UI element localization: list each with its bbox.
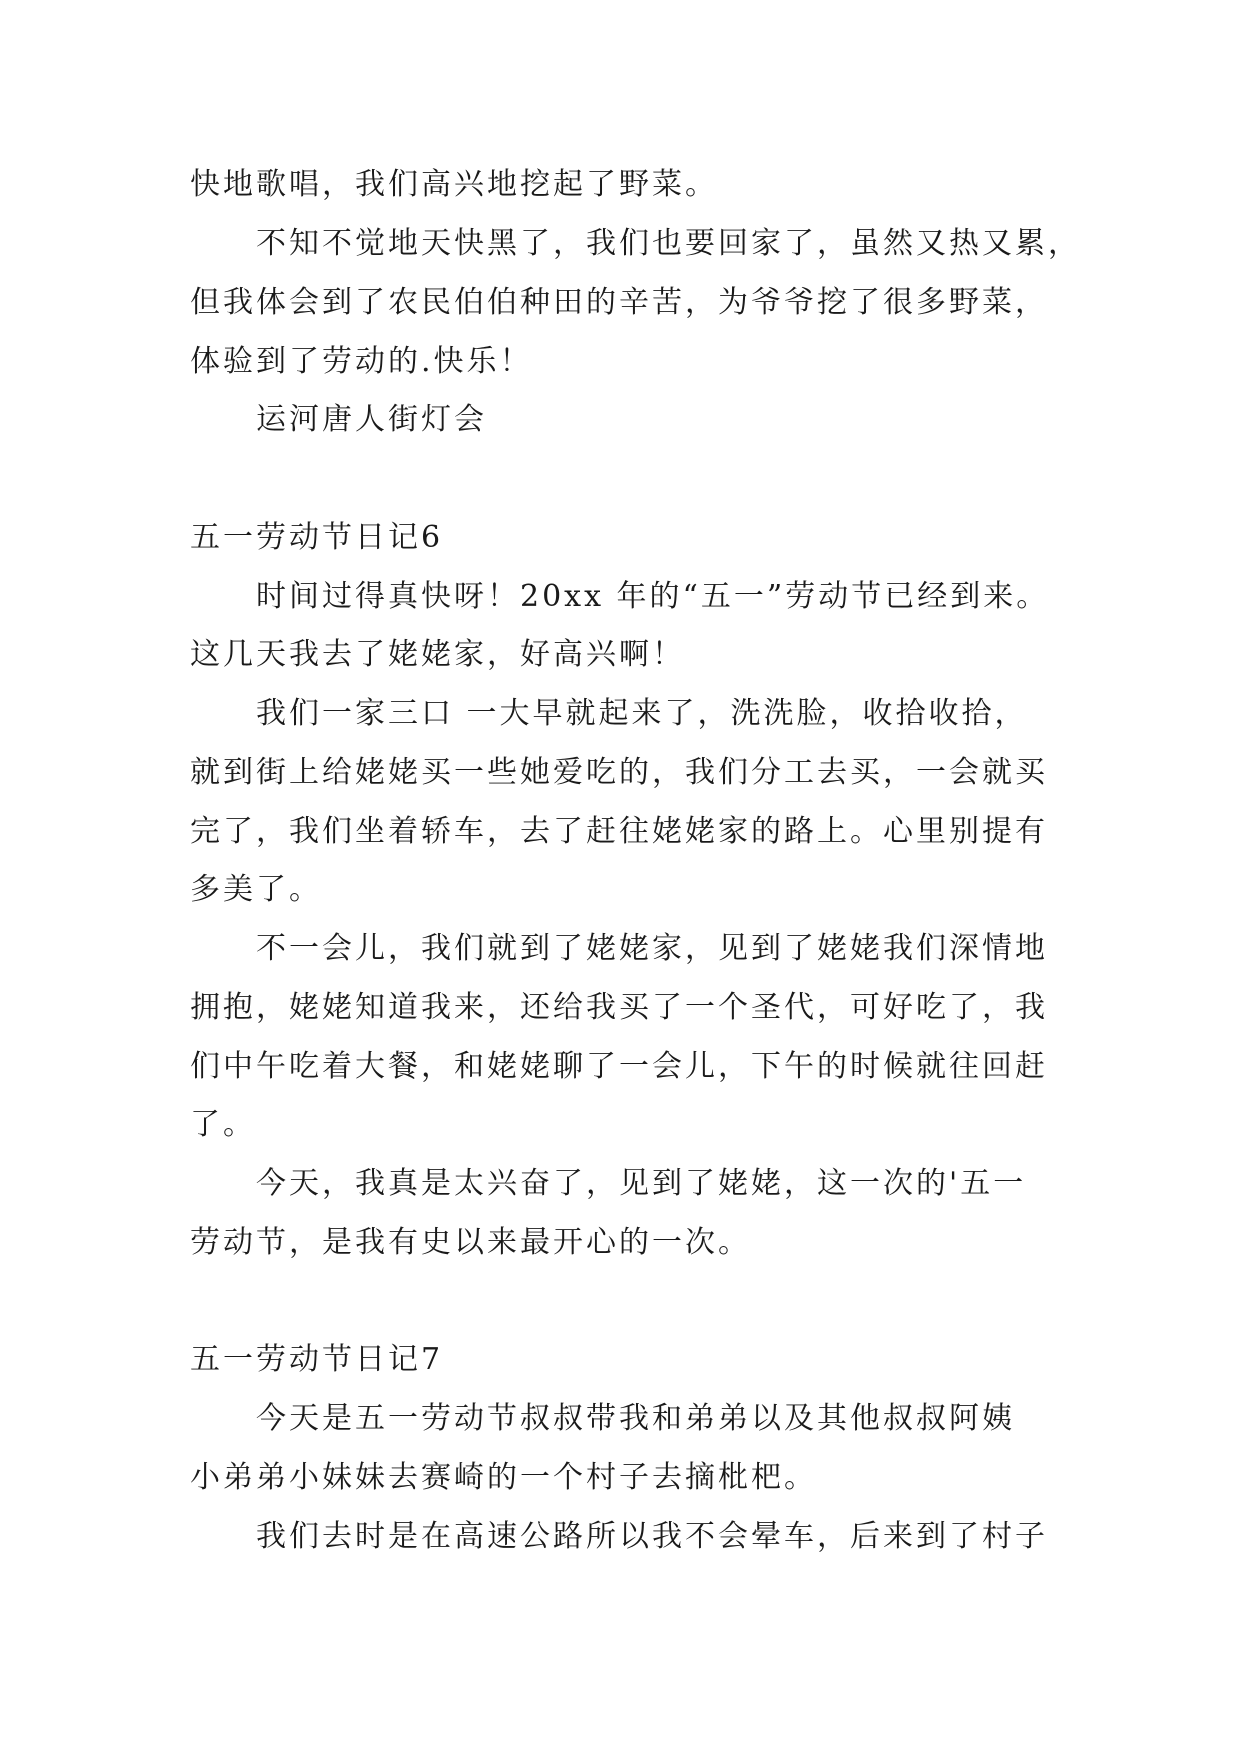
text-line: 劳动节，是我有史以来最开心的一次。 [190,1225,751,1260]
text-line: 体验到了劳动的.快乐！ [190,344,533,379]
text-line: 小弟弟小妹妹去赛崎的一个村子去摘枇杷。 [190,1460,817,1495]
text-line: 拥抱，姥姥知道我来，还给我买了一个圣代，可好吃了，我 [190,990,1048,1025]
text-line: 我们去时是在高速公路所以我不会晕车，后来到了村子 [256,1519,1048,1554]
text-line: 运河唐人街灯会 [256,402,487,437]
text-line: 快地歌唱，我们高兴地挖起了野菜。 [190,167,718,202]
text-line: 这几天我去了姥姥家，好高兴啊！ [190,637,685,672]
text-line: 我们一家三口 一大早就起来了，洗洗脸，收拾收拾， [256,696,1028,731]
text-line: 时间过得真快呀！20xx 年的“五一”劳动节已经到来。 [256,579,1050,614]
text-line: 完了，我们坐着轿车，去了赶往姥姥家的路上。心里别提有 [190,814,1048,849]
section-heading: 五一劳动节日记7 [190,1342,444,1377]
text-line: 不一会儿，我们就到了姥姥家，见到了姥姥我们深情地 [256,931,1048,966]
text-line: 多美了。 [190,872,322,907]
text-line: 但我体会到了农民伯伯种田的辛苦，为爷爷挖了很多野菜， [190,285,1048,320]
text-line: 不知不觉地天快黑了，我们也要回家了，虽然又热又累， [256,226,1081,261]
text-line: 今天，我真是太兴奋了，见到了姥姥，这一次的'五一 [256,1166,1027,1201]
text-line: 就到街上给姥姥买一些她爱吃的，我们分工去买，一会就买 [190,755,1048,790]
section-heading: 五一劳动节日记6 [190,520,444,555]
text-line: 们中午吃着大餐，和姥姥聊了一会儿，下午的时候就往回赶 [190,1049,1048,1084]
text-line: 了。 [190,1107,256,1142]
text-line: 今天是五一劳动节叔叔带我和弟弟以及其他叔叔阿姨 [256,1401,1015,1436]
